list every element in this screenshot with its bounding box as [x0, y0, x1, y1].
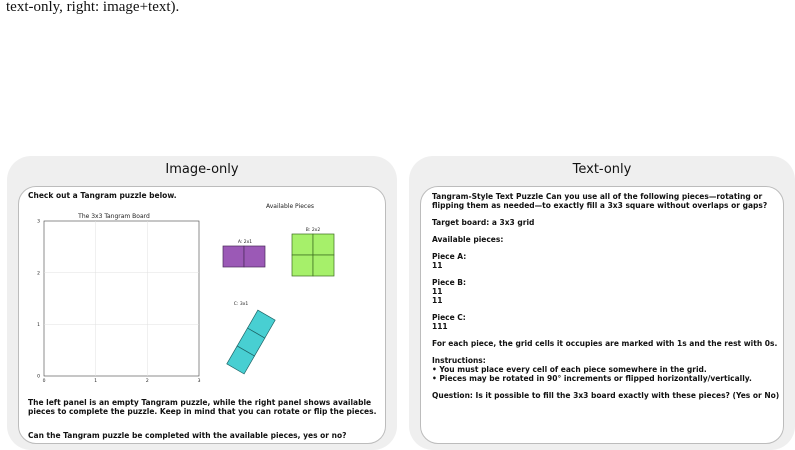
y-tick-label: 0 [37, 374, 40, 380]
encoding-note: For each piece, the grid cells it occupies are marked with 1s and the rest with 0s. [432, 339, 778, 348]
x-tick-label: 3 [197, 379, 201, 384]
piece-b-row: 11 [432, 287, 443, 296]
piece-cell [313, 234, 334, 255]
piece-c-label: C: 3x1 [233, 302, 249, 307]
text-only-card [420, 186, 784, 444]
y-tick-label: 3 [37, 219, 40, 225]
text-puzzle-question: Question: Is it possible to fill the 3x3 board exactly with these pieces? (Yes or No) [432, 391, 780, 400]
text-puzzle-body [432, 192, 782, 408]
piece-b-row: 11 [432, 296, 443, 305]
piece-a-shape [223, 246, 265, 267]
text-only-panel [409, 156, 795, 450]
piece-a-name: Piece A: [432, 252, 467, 261]
puzzle-description: The left panel is an empty Tangram puzzle, while the right panel shows available pieces to complete the puzzle. Keep in mind that you can rotate or flip the pieces. [28, 398, 377, 416]
piece-b-block [432, 278, 782, 305]
x-tick-label: 2 [145, 379, 149, 384]
piece-a-row: 11 [432, 261, 443, 270]
puzzle-intro: Check out a Tangram puzzle below. [28, 191, 177, 200]
instructions-title: Instructions: [432, 356, 486, 365]
piece-b-name: Piece B: [432, 278, 467, 287]
tangram-figure [29, 201, 384, 396]
pieces-title: Available Pieces [265, 203, 315, 210]
x-tick-label: 1 [94, 379, 98, 384]
instruction-item: • You must place every cell of each piece somewhere in the grid. [432, 365, 707, 374]
puzzle-question: Can the Tangram puzzle be completed with the available pieces, yes or no? [28, 431, 347, 440]
available-pieces-heading: Available pieces: [432, 235, 504, 244]
piece-c-name: Piece C: [432, 313, 466, 322]
y-tick-label: 2 [37, 271, 40, 277]
piece-cell [292, 255, 313, 276]
y-tick-label: 1 [37, 323, 40, 328]
board-title: The 3x3 Tangram Board [78, 213, 150, 220]
piece-c-shape [227, 310, 275, 374]
piece-b-shape [292, 234, 334, 276]
caption-tail: text-only, right: image+text). [6, 0, 180, 15]
instruction-item: • Pieces may be rotated in 90° increments or flipped horizontally/vertically. [432, 374, 752, 383]
image-only-panel [7, 156, 397, 450]
instructions-block [432, 356, 782, 383]
piece-a-block [432, 252, 782, 270]
piece-cell [244, 246, 265, 267]
piece-a-label: A: 2x1 [237, 240, 253, 245]
piece-cell [313, 255, 334, 276]
x-tick-label: 0 [42, 379, 46, 384]
piece-b-label: B: 2x2 [305, 228, 321, 233]
panel-title-image-only: Image-only [165, 162, 239, 177]
text-puzzle-intro: Tangram-Style Text Puzzle Can you use all of the following pieces—rotating or flipping them as needed—to exactly fill a 3x3 square without overlaps or gaps? [432, 192, 768, 210]
piece-cell [223, 246, 244, 267]
piece-cell [292, 234, 313, 255]
target-board: Target board: a 3x3 grid [432, 218, 535, 227]
image-only-card [18, 186, 386, 444]
piece-c-row: 111 [432, 322, 448, 331]
piece-c-block [432, 313, 782, 331]
panel-title-text-only: Text-only [572, 162, 632, 177]
board-frame [44, 221, 199, 376]
